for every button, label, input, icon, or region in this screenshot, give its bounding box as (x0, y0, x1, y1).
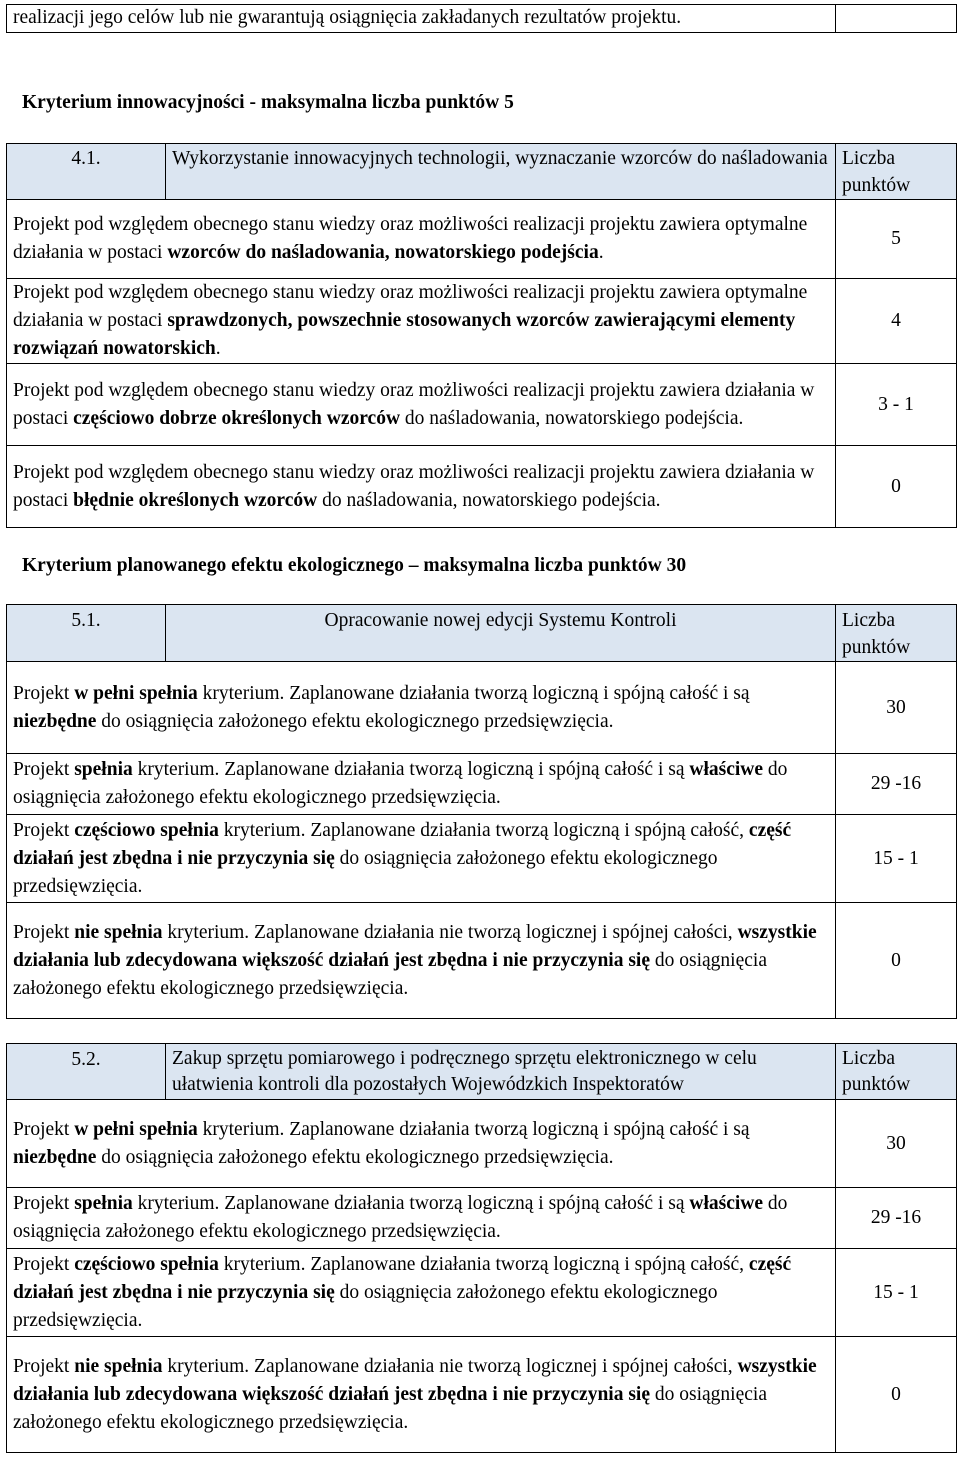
criterion-number: 4.1. (7, 144, 166, 200)
table-row (7, 446, 957, 528)
innovation-table-header (7, 144, 957, 200)
criterion-score: 4 (836, 279, 957, 364)
criterion-description: Projekt w pełni spełnia kryterium. Zaplanowane działania tworzą logiczną i spójną całość i są niezbędne do osiągnięcia założonego efektu ekologicznego przedsięwzięcia. (7, 1100, 836, 1188)
points-header: Liczba punktów (836, 144, 957, 200)
section-4-heading: Kryterium innowacyjności - maksymalna liczba punktów 5 (22, 92, 514, 113)
points-header: Liczba punktów (836, 1044, 957, 1100)
section-5-heading: Kryterium planowanego efektu ekologicznego – maksymalna liczba punktów 30 (22, 555, 687, 576)
criterion-description: Projekt pod względem obecnego stanu wiedzy oraz możliwości realizacji projektu zawiera działania w postaci częściowo dobrze określonych wzorców do naśladowania, nowatorskiego podejścia. (7, 364, 836, 446)
criterion-description: Projekt pod względem obecnego stanu wiedzy oraz możliwości realizacji projektu zawiera optymalne działania w postaci sprawdzonych, powszechnie stosowanych wzorców zawierającymi elementy rozwiązań nowatorskich. (7, 279, 836, 364)
ecology-table-2-header (7, 1044, 957, 1100)
table-row (7, 1249, 957, 1337)
table-row (7, 903, 957, 1019)
criterion-description: Projekt pod względem obecnego stanu wiedzy oraz możliwości realizacji projektu zawiera działania w postaci błędnie określonych wzorców do naśladowania, nowatorskiego podejścia. (7, 446, 836, 528)
criterion-description: Projekt nie spełnia kryterium. Zaplanowane działania nie tworzą logicznej i spójnej całości, wszystkie działania lub zdecydowana większość działań jest zbędna i nie przyczynia się do osiągnięcia założonego efektu ekologicznego przedsięwzięcia. (7, 903, 836, 1019)
criterion-description: Projekt częściowo spełnia kryterium. Zaplanowane działania tworzą logiczną i spójną całość, część działań jest zbędna i nie przyczynia się do osiągnięcia założonego efektu ekologicznego przedsięwzięcia. (7, 1249, 836, 1337)
criterion-description: Projekt spełnia kryterium. Zaplanowane działania tworzą logiczną i spójną całość i są właściwe do osiągnięcia założonego efektu ekologicznego przedsięwzięcia. (7, 754, 836, 815)
criterion-score: 15 - 1 (836, 815, 957, 903)
table-row (7, 662, 957, 754)
continuation-table (6, 4, 957, 33)
criterion-score: 0 (836, 1337, 957, 1453)
criterion-score: 3 - 1 (836, 364, 957, 446)
criterion-title: Opracowanie nowej edycji Systemu Kontroli (166, 605, 836, 662)
criterion-title: Zakup sprzętu pomiarowego i podręcznego sprzętu elektronicznego w celu ułatwienia kontroli dla pozostałych Wojewódzkich Inspektoratów (166, 1044, 836, 1100)
criterion-number: 5.1. (7, 605, 166, 662)
table-row (7, 200, 957, 279)
table-row (7, 1337, 957, 1453)
criterion-score: 0 (836, 903, 957, 1019)
table-row (7, 754, 957, 815)
innovation-table (6, 143, 957, 528)
criterion-score: 5 (836, 200, 957, 279)
criterion-score: 30 (836, 662, 957, 754)
points-header: Liczba punktów (836, 605, 957, 662)
criterion-description: Projekt w pełni spełnia kryterium. Zaplanowane działania tworzą logiczną i spójną całość i są niezbędne do osiągnięcia założonego efektu ekologicznego przedsięwzięcia. (7, 662, 836, 754)
ecology-table-2 (6, 1043, 957, 1453)
table-row (7, 1188, 957, 1249)
criterion-number: 5.2. (7, 1044, 166, 1100)
criterion-score: 29 -16 (836, 1188, 957, 1249)
criterion-description: Projekt częściowo spełnia kryterium. Zaplanowane działania tworzą logiczną i spójną całość, część działań jest zbędna i nie przyczynia się do osiągnięcia założonego efektu ekologicznego przedsięwzięcia. (7, 815, 836, 903)
criterion-description: Projekt spełnia kryterium. Zaplanowane działania tworzą logiczną i spójną całość i są właściwe do osiągnięcia założonego efektu ekologicznego przedsięwzięcia. (7, 1188, 836, 1249)
table-row (7, 364, 957, 446)
continuation-text: realizacji jego celów lub nie gwarantują osiągnięcia zakładanych rezultatów projektu. (7, 5, 836, 33)
ecology-table-1-header (7, 605, 957, 662)
criterion-title: Wykorzystanie innowacyjnych technologii, wyznaczanie wzorców do naśladowania (166, 144, 836, 200)
criterion-score: 15 - 1 (836, 1249, 957, 1337)
table-row (7, 1100, 957, 1188)
criterion-score: 0 (836, 446, 957, 528)
criterion-description: Projekt nie spełnia kryterium. Zaplanowane działania nie tworzą logicznej i spójnej całości, wszystkie działania lub zdecydowana większość działań jest zbędna i nie przyczynia się do osiągnięcia założonego efektu ekologicznego przedsięwzięcia. (7, 1337, 836, 1453)
table-row (7, 279, 957, 364)
criterion-score: 29 -16 (836, 754, 957, 815)
criterion-score: 30 (836, 1100, 957, 1188)
table-row (7, 815, 957, 903)
criterion-description: Projekt pod względem obecnego stanu wiedzy oraz możliwości realizacji projektu zawiera optymalne działania w postaci wzorców do naśladowania, nowatorskiego podejścia. (7, 200, 836, 279)
continuation-score (836, 5, 957, 33)
ecology-table-1 (6, 604, 957, 1019)
